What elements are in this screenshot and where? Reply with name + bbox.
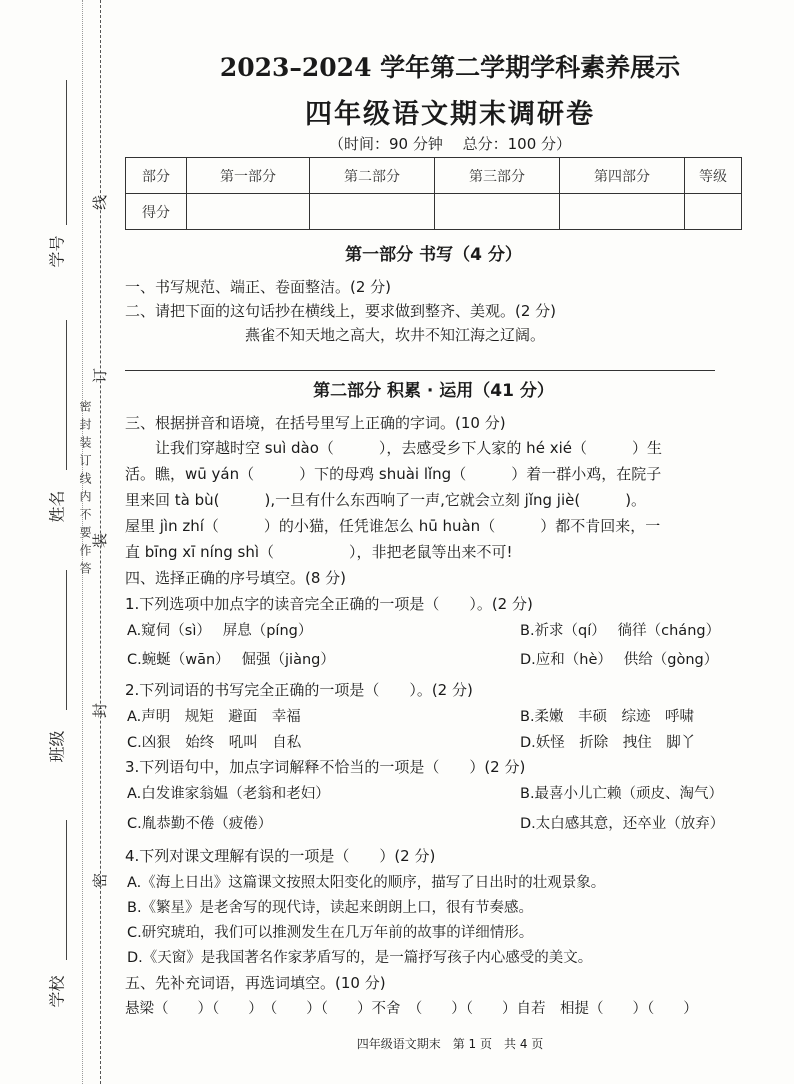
score-table-score-row [126, 194, 742, 230]
class-label: 班级 [47, 730, 67, 763]
student-name-underline [66, 320, 67, 470]
q3-line: 直 bīng xī níng shì（ ），非把老鼠等出来不可! [125, 543, 513, 561]
q4-2-stem: 2.下列词语的书写完全正确的一项是（ ）。(2 分) [125, 681, 473, 699]
score-table [125, 157, 742, 230]
score-cell: 第四部分 [560, 158, 685, 194]
part2-heading: 第二部分 积累 · 运用（41 分） [313, 381, 554, 401]
q2-sentence: 燕雀不知天地之高大，坎井不知江海之辽阔。 [245, 326, 546, 344]
binding-mark-zhuang: 装 [91, 532, 110, 549]
q4-3-option-b: B.最喜小儿亡赖（顽皮、淘气） [520, 786, 724, 802]
q4-3-option-a: A.白发谁家翁媪（老翁和老妇） [127, 786, 330, 802]
exam-title-line1: 2023–2024 学年第二学期学科素养展示 [219, 53, 681, 82]
q4-4-option-a: A.《海上日出》这篇课文按照太阳变化的顺序，描写了日出时的壮观景象。 [127, 875, 606, 891]
q5-idiom-line: 悬梁（ ）（ ） （ ）（ ）不舍 （ ）（ ）自若 相提（ ）（ ） [125, 1001, 698, 1017]
q4-2-option-b: B.柔嫩 丰硕 综迹 呼啸 [520, 709, 695, 725]
binding-notice: 密封装订线内不要作答 [78, 400, 92, 580]
q4-1-option-d: D.应和（hè） 供给（gòng） [520, 652, 719, 668]
page-footer: 四年级语文期末 第 1 页 共 4 页 [356, 1037, 544, 1051]
q3-line: 里来回 tà bù( ),一旦有什么东西响了一声,它就会立刻 jǐng jiè( )。 [125, 491, 647, 509]
score-input-cell[interactable] [310, 194, 435, 230]
q3-line: 活。瞧，wū yán（ ）下的母鸡 shuài lǐng（ ）着一群小鸡，在院子 [125, 465, 662, 483]
q3-title: 三、根据拼音和语境，在括号里写上正确的字词。(10 分) [125, 414, 506, 432]
q1-text: 一、书写规范、端正、卷面整洁。(2 分) [125, 278, 392, 296]
q4-1-stem: 1.下列选项中加点字的读音完全正确的一项是（ ）。(2 分) [125, 595, 533, 613]
q4-4-option-c: C.研究琥珀，我们可以推测发生在几万年前的故事的详细情形。 [127, 925, 534, 941]
q4-3-option-c: C.胤恭勤不倦（疲倦） [127, 816, 273, 832]
q3-line: 屋里 jìn zhí（ ）的小猫，任凭谁怎么 hū huàn（ ）都不肯回来，一 [125, 517, 661, 535]
q4-1-option-a: A.窥伺（sì） 屏息（píng） [127, 623, 313, 639]
score-cell: 得分 [126, 194, 187, 230]
class-underline [66, 570, 67, 710]
score-cell: 第一部分 [187, 158, 310, 194]
binding-mark-xian: 线 [91, 194, 110, 211]
q3-line: 让我们穿越时空 suì dào（ ），去感受乡下人家的 hé xié（ ）生 [125, 439, 662, 457]
q2-text: 二、请把下面的这句话抄在横线上，要求做到整齐、美观。(2 分) [125, 302, 557, 320]
q4-1-option-b: B.祈求（qí） 徜徉（cháng） [520, 623, 721, 639]
student-name-label: 姓名 [47, 490, 67, 523]
score-cell: 等级 [685, 158, 742, 194]
student-id-underline [66, 80, 67, 225]
score-input-cell[interactable] [435, 194, 560, 230]
binding-mark-mi: 密 [91, 872, 110, 889]
q4-title: 四、选择正确的序号填空。(8 分) [125, 569, 347, 587]
binding-mark-ding: 订 [91, 367, 110, 384]
q4-2-option-c: C.凶狠 始终 吼叫 自私 [127, 735, 302, 751]
exam-title-line2: 四年级语文期末调研卷 [305, 99, 595, 130]
q4-3-stem: 3.下列语句中，加点字词解释不恰当的一项是（ ）(2 分) [125, 758, 526, 776]
score-table-header-row [126, 158, 742, 194]
part1-heading: 第一部分 书写（4 分） [345, 245, 522, 265]
score-cell: 第二部分 [310, 158, 435, 194]
q4-4-stem: 4.下列对课文理解有误的一项是（ ）(2 分) [125, 847, 436, 865]
binding-mark-feng: 封 [91, 702, 110, 719]
q4-3-option-d: D.太白感其意，还卒业（放弃） [520, 816, 725, 832]
score-input-cell[interactable] [560, 194, 685, 230]
score-input-cell[interactable] [685, 194, 742, 230]
copy-answer-line[interactable] [125, 370, 715, 371]
q4-2-option-d: D.妖怪 折除 拽住 脚丫 [520, 735, 696, 751]
q5-title: 五、先补充词语，再选词填空。(10 分) [125, 974, 386, 992]
q4-4-option-d: D.《天窗》是我国著名作家茅盾写的，是一篇抒写孩子内心感受的美文。 [127, 950, 593, 966]
student-id-label: 学号 [47, 235, 67, 268]
q4-1-option-c: C.蜿蜒（wān） 倔强（jiàng） [127, 652, 335, 668]
school-label: 学校 [47, 975, 67, 1008]
score-input-cell[interactable] [187, 194, 310, 230]
score-cell: 第三部分 [435, 158, 560, 194]
score-cell: 部分 [126, 158, 187, 194]
q4-4-option-b: B.《繁星》是老舍写的现代诗，读起来朗朗上口，很有节奏感。 [127, 900, 534, 916]
q4-2-option-a: A.声明 规矩 避面 幸福 [127, 709, 301, 725]
exam-subtitle: （时间：90 分钟 总分：100 分） [328, 135, 572, 153]
school-underline [66, 820, 67, 960]
